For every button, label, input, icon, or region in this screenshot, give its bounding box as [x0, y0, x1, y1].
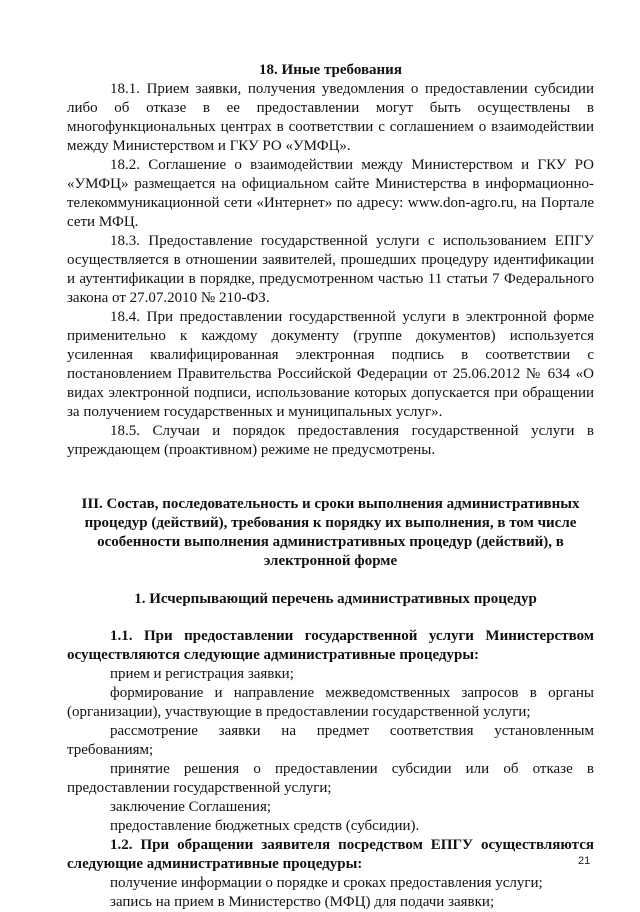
list-item: прием и регистрация заявки;: [110, 666, 294, 682]
section-3-heading: III. Состав, последовательность и сроки выполнения административных процедур (действий), требования к порядку их выполнения, в том числе особенности выполнения административных процедур (действий), в электронной форме: [81, 496, 580, 569]
paragraph-1-2: 1.2. При обращении заявителя посредством ЕПГУ осуществляются следующие административные процедуры:: [67, 837, 594, 872]
list-item: формирование и направление межведомственных запросов в органы (организации), участвующие в предоставлении государственной услуги;: [67, 685, 594, 720]
section-18-heading: 18. Иные требования: [259, 62, 402, 78]
paragraph-18-4: 18.4. При предоставлении государственной услуги в электронной форме применительно к каждому документу (группе документов) используется усиленная квалифицированная электронная подпись в соответствии с постановлением Правительства Российской Федерации от 25.06.2012 № 634 «О видах электронной подписи, использование которых допускается при обращении за получением государственных и муниципальных услуг».: [67, 309, 594, 420]
page-content: [67, 61, 594, 912]
paragraph-18-5: 18.5. Случаи и порядок предоставления государственной услуги в упреждающем (проактивном) режиме не предусмотрены.: [67, 423, 594, 458]
list-item: рассмотрение заявки на предмет соответствия установленным требованиям;: [67, 723, 594, 758]
page-number: 21: [578, 855, 591, 867]
subsection-1-heading: 1. Исчерпывающий перечень административных процедур: [134, 591, 537, 607]
paragraph-18-1: 18.1. Прием заявки, получения уведомления о предоставлении субсидии либо об отказе в ее предоставлении могут быть осуществлены в многофункциональных центрах в соответствии с соглашением о взаимодействии между Министерством и ГКУ РО «УМФЦ».: [67, 81, 594, 154]
paragraph-18-2: 18.2. Соглашение о взаимодействии между Министерством и ГКУ РО «УМФЦ» размещается на официальном сайте Министерства в информационно-телекоммуникационной сети «Интернет» по адресу: www.don-agro.ru, на Портале сети МФЦ.: [67, 157, 594, 230]
list-item: запись на прием в Министерство (МФЦ) для подачи заявки;: [110, 894, 495, 910]
list-item: получение информации о порядке и сроках предоставления услуги;: [110, 875, 543, 891]
paragraph-1-1: 1.1. При предоставлении государственной услуги Министерством осуществляются следующие административные процедуры:: [67, 628, 594, 663]
list-item: заключение Соглашения;: [110, 799, 272, 815]
list-item: принятие решения о предоставлении субсидии или об отказе в предоставлении государственной услуги;: [67, 761, 594, 796]
list-item: предоставление бюджетных средств (субсидии).: [110, 818, 420, 834]
paragraph-18-3: 18.3. Предоставление государственной услуги с использованием ЕПГУ осуществляется в отношении заявителей, прошедших процедуру идентификации и аутентификации в порядке, предусмотренном частью 11 статьи 7 Федерального закона от 27.07.2010 № 210-ФЗ.: [67, 233, 594, 306]
